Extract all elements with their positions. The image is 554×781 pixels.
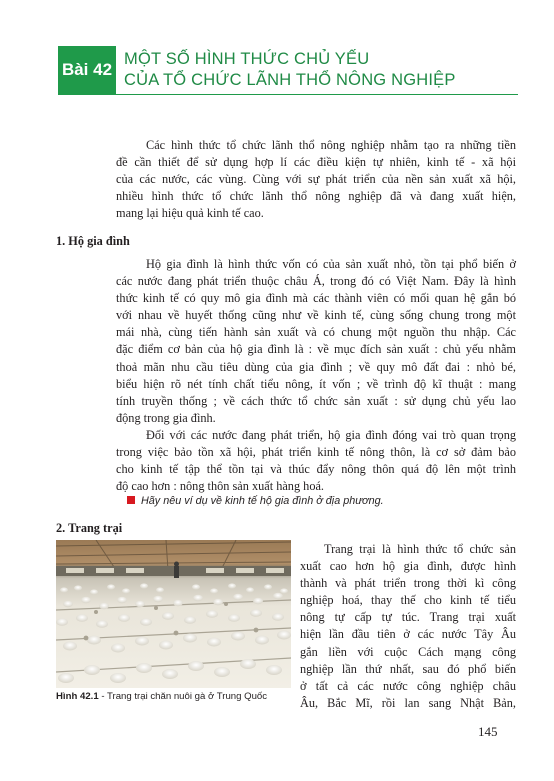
lesson-badge: Bài 42 — [58, 46, 116, 94]
body-line: độ cao hơn : nông thôn sản xuất hàng hoá. — [116, 479, 324, 494]
body-line: thoả mãn nhu cầu tiêu dùng của gia đình ; về quy mô đất đai : nhỏ bé, — [116, 359, 516, 374]
body-line: biểu hiện rõ nét tính chất tiểu nông, ít vốn ; về trình độ kĩ thuật : mang — [116, 376, 516, 391]
red-square-bullet-icon — [127, 496, 135, 504]
lesson-title-line-2: CỦA TỔ CHỨC LÃNH THỔ NÔNG NGHIỆP — [124, 71, 456, 89]
body-line: thành và phát triển trong thời kì công — [300, 576, 516, 591]
intro-paragraph — [116, 137, 516, 222]
question-prompt — [127, 495, 384, 507]
body-line: trong việc bảo tồn xã hội, phát triển kinh tế nông thôn, là cơ sở đảm bảo — [116, 445, 516, 460]
title-underline — [58, 94, 518, 95]
body-line: các nước đang phát triển thuộc châu Á, trong đó có Việt Nam. Đây là hình — [116, 274, 516, 289]
intro-line: của các nước, các vùng. Cùng với sự phát triển của nền sản xuất xã hội, — [116, 172, 516, 187]
body-line: động trong gia đình. — [116, 410, 216, 425]
body-line: xuất cao hơn hộ gia đình, được hình — [300, 559, 516, 574]
body-line: Trang trại là hình thức tổ chức sản — [324, 542, 516, 556]
body-line: nghiệp hoá, thay thế cho kinh tế tiểu — [300, 593, 516, 608]
section-heading-trang-trai: 2. Trang trại — [56, 521, 123, 535]
intro-line: mang lại hiệu quả kinh tế cao. — [116, 206, 264, 221]
body-line: nghiệp lần thứ nhất, sau đó phổ biến — [300, 661, 516, 676]
lesson-title-line-1: MỘT SỐ HÌNH THỨC CHỦ YẾU — [124, 50, 370, 68]
figure-caption-text: - Trang trại chăn nuôi gà ở Trung Quốc — [98, 691, 268, 702]
section-1-body — [116, 256, 516, 495]
intro-line: Các hình thức tổ chức lãnh thổ nông nghiệp nhằm tạo ra những tiền — [146, 138, 516, 152]
intro-line: nhiều hình thức tổ chức lãnh thổ nông nghiệp đã và đang xuất hiện, — [116, 189, 516, 204]
body-line: với nhau về huyết thống cũng như về kinh tế, cùng sống chung trong một — [116, 308, 516, 323]
body-line: ở tất cả các nước công nghiệp châu — [300, 678, 516, 693]
section-2-body — [300, 541, 516, 712]
section-heading-ho-gia-dinh: 1. Hộ gia đình — [56, 234, 130, 248]
body-line: Đối với các nước đang phát triển, hộ gia đình đóng vai trò quan trọng — [146, 427, 516, 442]
body-line: hiện lần đầu tiên ở các nước Tây Âu — [300, 627, 516, 642]
body-line: cho kinh tế tập thể tồn tại và thúc đẩy nông thôn quá độ lên một trình — [116, 462, 516, 477]
body-line: nông tự cấp tự túc. Trang trại xuất — [300, 610, 516, 625]
body-line: Âu, Bắc Mĩ, rồi lan sang Nhật Bản, — [300, 695, 516, 710]
question-text: Hãy nêu ví dụ về kinh tế hộ gia đình ở địa phương. — [141, 495, 384, 507]
body-line: mái nhà, cùng tiến hành sản xuất và có chung một nguồn thu nhập. Các — [116, 325, 516, 340]
intro-line: đề cần thiết để sử dụng hợp lí các điều kiện tự nhiên, kinh tế - xã hội — [116, 155, 516, 170]
body-line: thức kinh tế có quy mô gia đình mà các thành viên có mối quan hệ gắn bó — [116, 291, 516, 306]
figure-caption-label: Hình 42.1 — [56, 691, 99, 702]
chicken-farm-illustration — [56, 540, 291, 688]
body-line: Hộ gia đình là hình thức vốn có của sản xuất nhỏ, tồn tại phổ biến ở — [146, 257, 516, 271]
body-line: tính truyền thống ; về cách thức tổ chức sản xuất : sử dụng chủ yếu lao — [116, 393, 516, 408]
figure-caption — [56, 691, 267, 702]
body-line: đặc điểm cơ bản của hộ gia đình là : về mục đích sản xuất : chủ yếu nhằm — [116, 342, 516, 357]
chicken-farm-photo — [56, 540, 291, 688]
body-line: gắn liền với cuộc Cách mạng công — [300, 644, 516, 659]
page-number: 145 — [478, 724, 498, 739]
